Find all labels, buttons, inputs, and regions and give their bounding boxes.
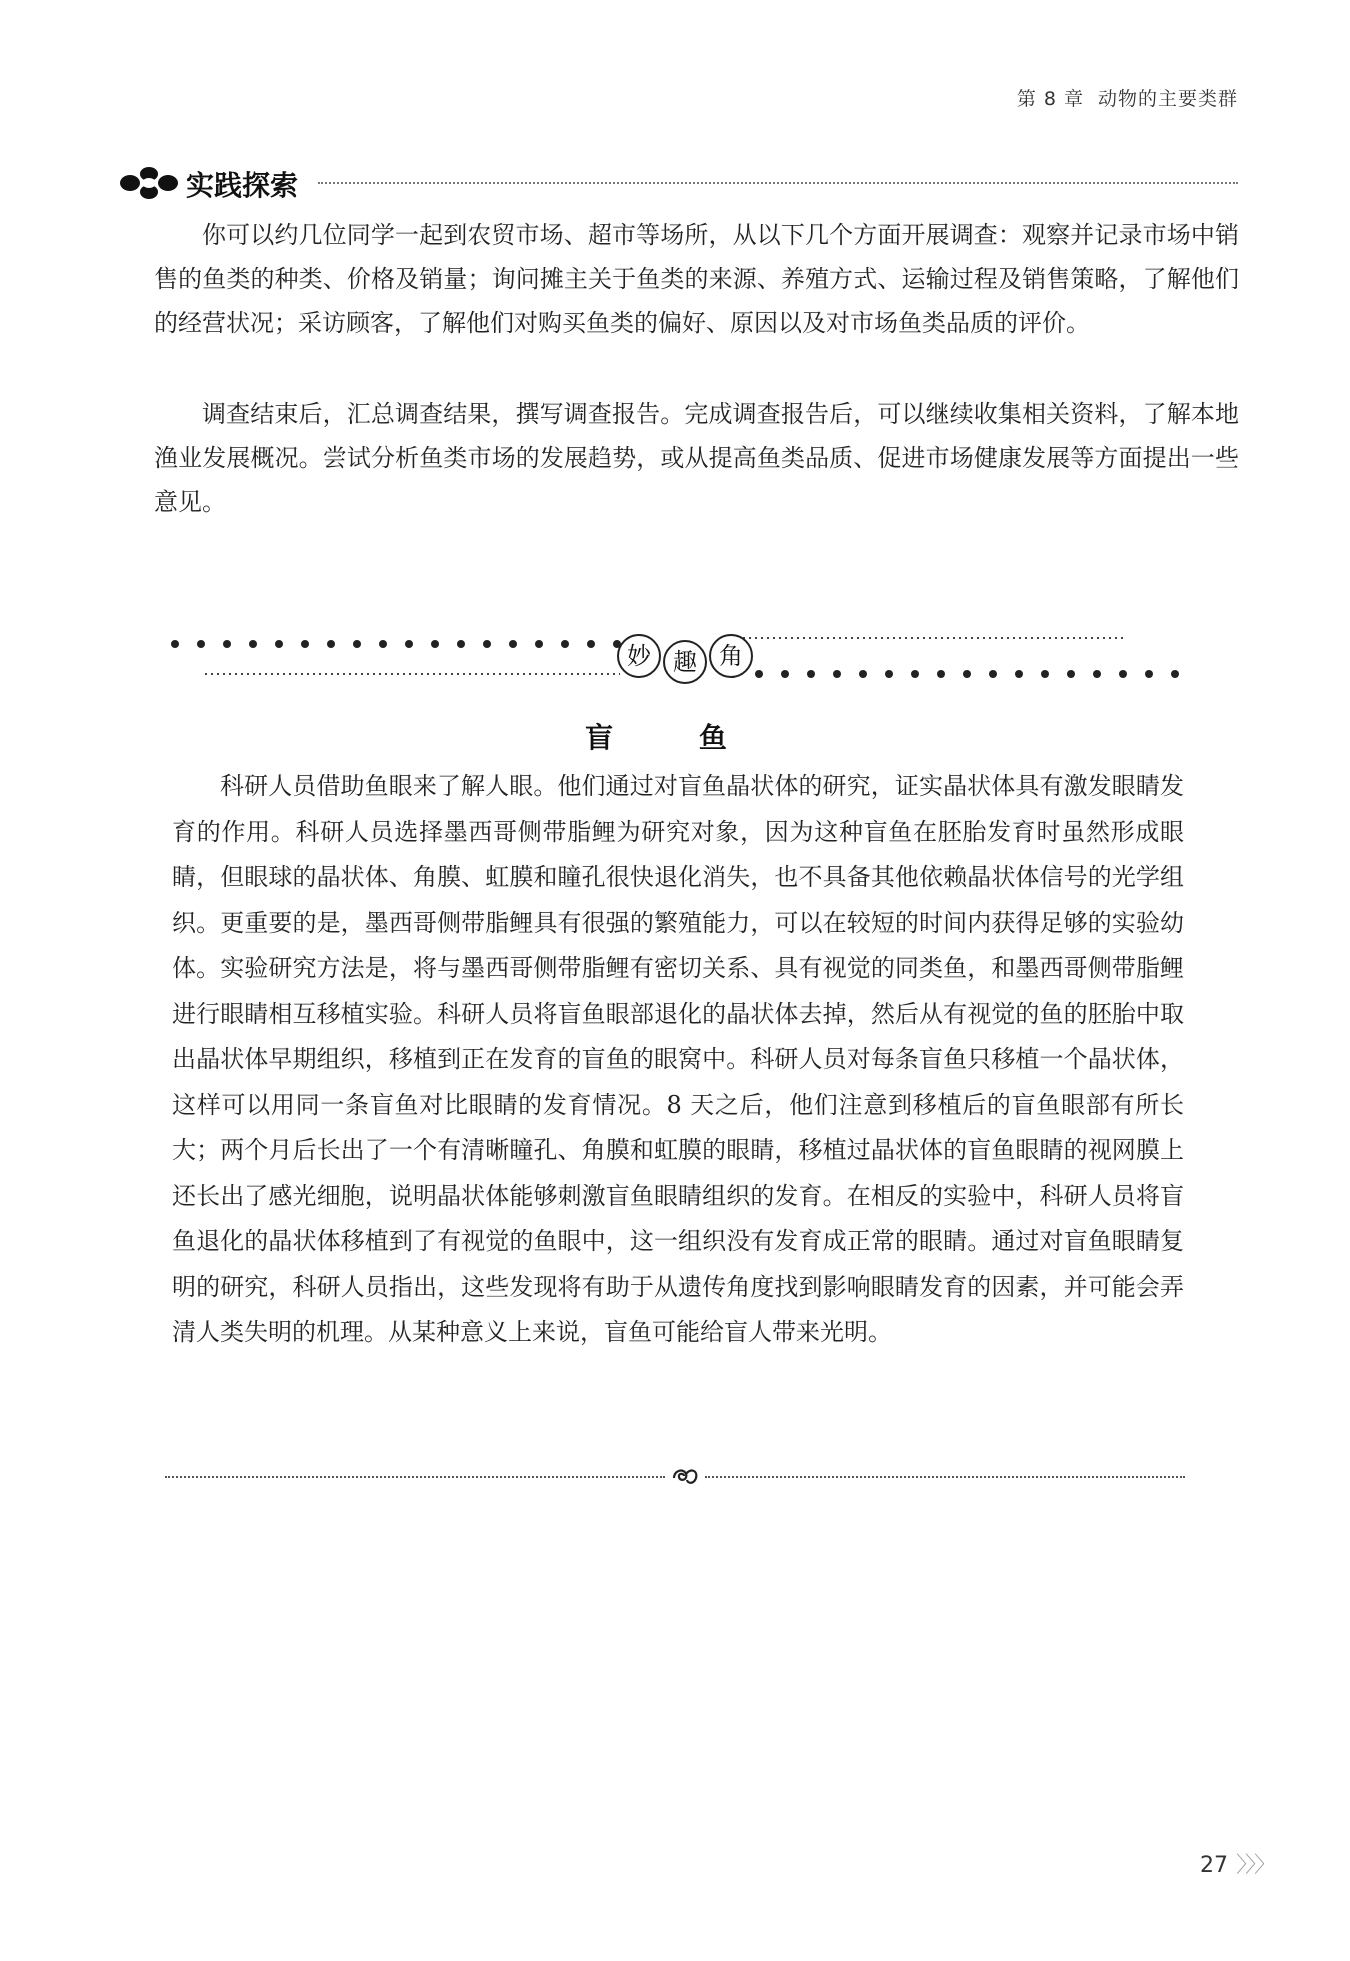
tag-char: 趣 [663, 640, 707, 684]
tag-char: 妙 [617, 634, 661, 678]
paragraph-text: 你可以约几位同学一起到农贸市场、超市等场所，从以下几个方面开展调查：观察并记录市场中销售的鱼类的种类、价格及销量；询问摊主关于鱼类的来源、养殖方式、运输过程及销售策略，了解他们的经营状况；采访顾客，了解他们对购买鱼类的偏好、原因以及对市场鱼类品质的评价。 [154, 221, 1239, 337]
fun-corner-footer [165, 1464, 1185, 1488]
running-header [1017, 84, 1238, 111]
swirl-ornament-icon [668, 1464, 702, 1488]
dotted-divider [318, 182, 1238, 186]
article-paragraph: 科研人员借助鱼眼来了解人眼。他们通过对盲鱼晶状体的研究，证实晶状体具有激发眼睛发育的作用。科研人员选择墨西哥侧带脂鲤为研究对象，因为这种盲鱼在胚胎发育时虽然形成眼睛，但眼球的晶状体、角膜、虹膜和瞳孔很快退化消失，也不具备其他依赖晶状体信号的光学组织。更重要的是，墨西哥侧带脂鲤具有很强的繁殖能力，可以在较短的时间内获得足够的实验幼体。实验研究方法是，将与墨西哥侧带脂鲤有密切关系、具有视觉的同类鱼，和墨西哥侧带脂鲤进行眼睛相互移植实验。科研人员将盲鱼眼部退化的晶状体去掉，然后从有视觉的鱼的胚胎中取出晶状体早期组织，移植到正在发育的盲鱼的眼窝中。科研人员对每条盲鱼只移植一个晶状体，这样可以用同一条盲鱼对比眼睛的发育情况。8 天之后，他们注意到移植后的盲鱼眼部有所长大；两个月后长出了一个有清晰瞳孔、角膜和虹膜的眼睛，移植过晶状体的盲鱼眼睛的视网膜上还长出了感光细胞，说明晶状体能够刺激盲鱼眼睛组织的发育。在相反的实验中，科研人员将盲鱼退化的晶状体移植到了有视觉的鱼眼中，这一组织没有发育成正常的眼睛。通过对盲鱼眼睛复明的研究，科研人员指出，这些发现将有助于从遗传角度找到影响眼睛发育的因素，并可能会弄清人类失明的机理。从某种意义上来说，盲鱼可能给盲人带来光明。 [172, 772, 1184, 1346]
practice-paragraph-2 [154, 392, 1239, 524]
article-body [172, 764, 1184, 1356]
article-title: 盲 鱼 [585, 721, 765, 754]
fun-corner-banner [165, 628, 1185, 688]
page-number-block [1200, 1848, 1274, 1879]
practice-paragraph-1 [154, 213, 1239, 345]
fun-corner-tag [617, 634, 753, 678]
tag-char: 角 [709, 634, 753, 678]
page-number: 27 [1199, 1853, 1228, 1878]
practice-title: 实践探索 [186, 169, 299, 202]
practice-section-header [118, 162, 1238, 202]
dotted-divider [165, 1476, 665, 1478]
chapter-title: 动物的主要类群 [1097, 88, 1238, 110]
dotted-divider [705, 1476, 1185, 1478]
chevron-right-icon: 〉〉〉 [1235, 1853, 1274, 1878]
paragraph-text: 调查结束后，汇总调查结果，撰写调查报告。完成调查报告后，可以继续收集相关资料，了解本地渔业发展概况。尝试分析鱼类市场的发展趋势，或从提高鱼类品质、促进市场健康发展等方面提出一些意见。 [154, 400, 1239, 516]
chapter-number: 第 8 章 [1016, 88, 1084, 110]
practice-explore-icon [118, 166, 180, 200]
